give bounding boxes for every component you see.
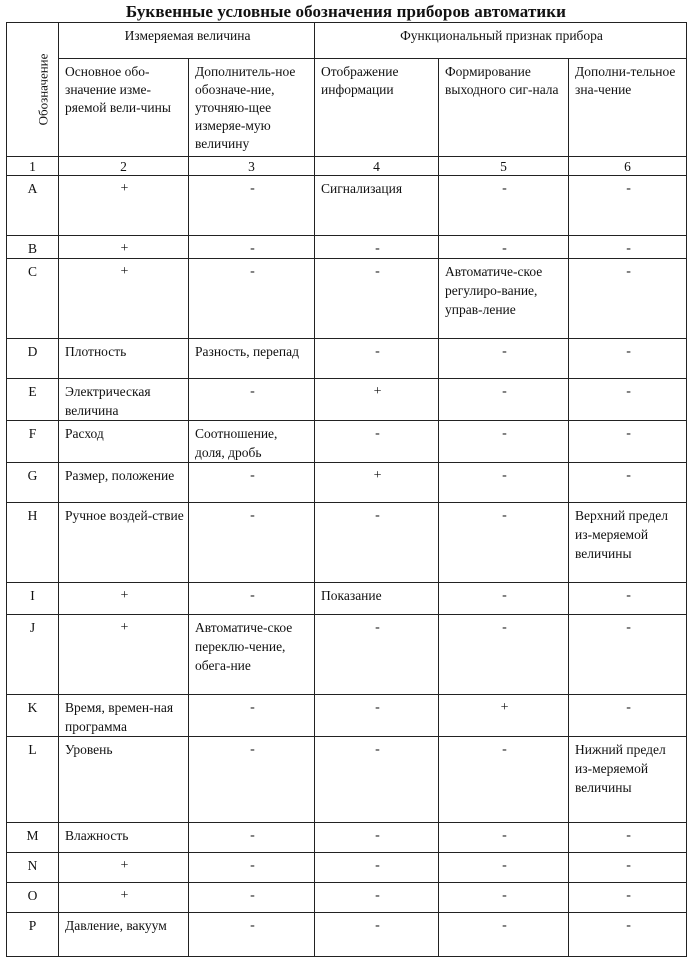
- cell-output: -: [439, 615, 569, 695]
- cell-display: -: [315, 339, 439, 379]
- table-row: [7, 853, 687, 883]
- designation-header: [7, 23, 59, 157]
- col4-header: Отображение информации: [315, 59, 439, 157]
- table-row: [7, 259, 687, 339]
- cell-extra: Разность, перепад: [189, 339, 315, 379]
- cell-extra: -: [189, 236, 315, 259]
- cell-output: -: [439, 853, 569, 883]
- cell-extra: -: [189, 379, 315, 421]
- cell-additional: -: [569, 421, 687, 463]
- measured-group-header: Измеряемая величина: [59, 23, 315, 59]
- cell-main: Влажность: [59, 823, 189, 853]
- cell-display: -: [315, 503, 439, 583]
- cell-additional: -: [569, 259, 687, 339]
- column-numbers-row: [7, 157, 687, 176]
- cell-main: +: [59, 259, 189, 339]
- cell-display: Сигнализация: [315, 176, 439, 236]
- cell-display: -: [315, 883, 439, 913]
- cell-display: -: [315, 913, 439, 957]
- cell-additional: -: [569, 339, 687, 379]
- cell-additional: -: [569, 379, 687, 421]
- cell-additional: -: [569, 913, 687, 957]
- table-row: [7, 463, 687, 503]
- cell-additional: -: [569, 583, 687, 615]
- cell-main: Давление, вакуум: [59, 913, 189, 957]
- cell-extra: -: [189, 853, 315, 883]
- cell-additional: -: [569, 695, 687, 737]
- column-number: 6: [569, 157, 687, 176]
- row-code: C: [7, 259, 59, 339]
- cell-main: Плотность: [59, 339, 189, 379]
- cell-display: -: [315, 421, 439, 463]
- row-code: N: [7, 853, 59, 883]
- table-row: [7, 823, 687, 853]
- cell-extra: -: [189, 913, 315, 957]
- cell-main: Расход: [59, 421, 189, 463]
- cell-extra: -: [189, 823, 315, 853]
- cell-extra: Автоматиче-ское переклю-чение, обега-ние: [189, 615, 315, 695]
- row-code: G: [7, 463, 59, 503]
- row-code: H: [7, 503, 59, 583]
- cell-additional: Верхний предел из-меряемой величины: [569, 503, 687, 583]
- row-code: F: [7, 421, 59, 463]
- column-number: 4: [315, 157, 439, 176]
- designation-header-label: Обозначение: [35, 53, 51, 126]
- cell-display: -: [315, 236, 439, 259]
- row-code: L: [7, 737, 59, 823]
- cell-main: +: [59, 615, 189, 695]
- cell-additional: -: [569, 463, 687, 503]
- cell-output: -: [439, 823, 569, 853]
- cell-output: -: [439, 379, 569, 421]
- cell-display: -: [315, 737, 439, 823]
- row-code: A: [7, 176, 59, 236]
- row-code: J: [7, 615, 59, 695]
- row-code: P: [7, 913, 59, 957]
- cell-output: -: [439, 176, 569, 236]
- cell-output: -: [439, 503, 569, 583]
- cell-additional: Нижний предел из-меряемой величины: [569, 737, 687, 823]
- cell-display: -: [315, 853, 439, 883]
- cell-main: +: [59, 853, 189, 883]
- cell-display: Показание: [315, 583, 439, 615]
- cell-main: Размер, положение: [59, 463, 189, 503]
- cell-additional: -: [569, 615, 687, 695]
- row-code: O: [7, 883, 59, 913]
- cell-output: Автоматиче-ское регулиро-вание, управ-ление: [439, 259, 569, 339]
- cell-extra: -: [189, 463, 315, 503]
- cell-display: -: [315, 823, 439, 853]
- cell-output: -: [439, 236, 569, 259]
- table-row: [7, 695, 687, 737]
- table-row: [7, 236, 687, 259]
- cell-output: -: [439, 883, 569, 913]
- cell-main: Уровень: [59, 737, 189, 823]
- column-number: 2: [59, 157, 189, 176]
- cell-output: -: [439, 913, 569, 957]
- col5-header: Формирование выходного сиг-нала: [439, 59, 569, 157]
- cell-display: +: [315, 379, 439, 421]
- function-group-header: Функциональный признак прибора: [315, 23, 687, 59]
- table-row: [7, 503, 687, 583]
- designations-table: [6, 22, 687, 957]
- table-row: [7, 913, 687, 957]
- row-code: M: [7, 823, 59, 853]
- row-code: B: [7, 236, 59, 259]
- header-row-sub: [7, 59, 687, 157]
- cell-display: -: [315, 259, 439, 339]
- cell-output: -: [439, 463, 569, 503]
- cell-main: Электрическая величина: [59, 379, 189, 421]
- col3-header: Дополнитель-ное обозначе-ние, уточняю-щее измеряе-мую величину: [189, 59, 315, 157]
- cell-extra: -: [189, 583, 315, 615]
- cell-extra: -: [189, 883, 315, 913]
- cell-main: +: [59, 883, 189, 913]
- cell-display: +: [315, 463, 439, 503]
- cell-output: +: [439, 695, 569, 737]
- cell-extra: Соотношение, доля, дробь: [189, 421, 315, 463]
- cell-main: Ручное воздей-ствие: [59, 503, 189, 583]
- row-code: K: [7, 695, 59, 737]
- table-row: [7, 883, 687, 913]
- cell-additional: -: [569, 823, 687, 853]
- cell-main: Время, времен-ная программа: [59, 695, 189, 737]
- cell-main: +: [59, 176, 189, 236]
- cell-output: -: [439, 583, 569, 615]
- table-body: [7, 176, 687, 957]
- cell-output: -: [439, 339, 569, 379]
- cell-output: -: [439, 421, 569, 463]
- cell-display: -: [315, 695, 439, 737]
- table-row: [7, 737, 687, 823]
- col2-header: Основное обо-значение изме-ряемой вели-чины: [59, 59, 189, 157]
- table-row: [7, 421, 687, 463]
- row-code: D: [7, 339, 59, 379]
- cell-main: +: [59, 236, 189, 259]
- table-row: [7, 379, 687, 421]
- table-row: [7, 583, 687, 615]
- column-number: 5: [439, 157, 569, 176]
- column-number: 1: [7, 157, 59, 176]
- cell-extra: -: [189, 176, 315, 236]
- cell-extra: -: [189, 503, 315, 583]
- table-row: [7, 176, 687, 236]
- col6-header: Дополни-тельное зна-чение: [569, 59, 687, 157]
- page-title: Буквенные условные обозначения приборов автоматики: [125, 2, 567, 21]
- column-number: 3: [189, 157, 315, 176]
- cell-main: +: [59, 583, 189, 615]
- cell-additional: -: [569, 883, 687, 913]
- table-row: [7, 615, 687, 695]
- cell-extra: -: [189, 695, 315, 737]
- row-code: E: [7, 379, 59, 421]
- row-code: I: [7, 583, 59, 615]
- cell-display: -: [315, 615, 439, 695]
- header-row-group: [7, 23, 687, 59]
- cell-additional: -: [569, 176, 687, 236]
- cell-extra: -: [189, 259, 315, 339]
- table-row: [7, 339, 687, 379]
- cell-additional: -: [569, 853, 687, 883]
- cell-output: -: [439, 737, 569, 823]
- cell-additional: -: [569, 236, 687, 259]
- cell-extra: -: [189, 737, 315, 823]
